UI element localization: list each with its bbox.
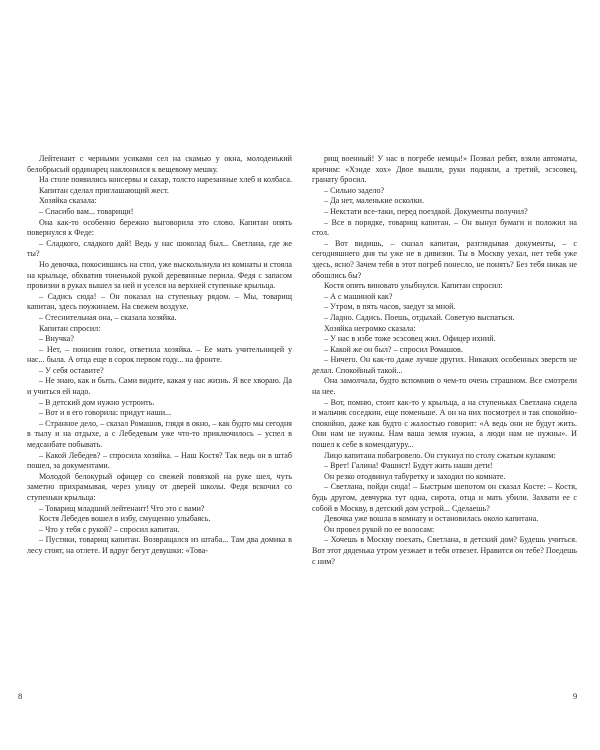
paragraph: – Пустяки, товарищ капитан. Возвращался из штаба... Там два домика в лесу стоят, на отлете. И вдруг бегут девушки: «Това-: [27, 535, 292, 555]
paragraph: – Нет, – понизив голос, ответила хозяйка. – Ее мать учительницей у нас... была. А отца еще в сорок первом году... на фронте.: [27, 344, 292, 365]
paragraph: Он провел рукой по ее волосам:: [324, 524, 435, 534]
paragraph: – А с машиной как?: [324, 291, 393, 301]
paragraph: Капитан сделал приглашающий жест.: [39, 185, 169, 195]
paragraph: – В детский дом нужно устроить.: [39, 397, 155, 407]
paragraph: Лицо капитана побагровело. Он стукнул по столу сжатым кулаком:: [324, 450, 556, 460]
paragraph: – Врет! Галина! Фашист! Будут жить наши дети!: [324, 461, 493, 471]
paragraph: Она замолчала, будто вспомнив о чем-то очень страшном. Все смотрели на нее.: [312, 376, 577, 397]
paragraph: – Что у тебя с рукой? – спросил капитан.: [39, 524, 180, 534]
paragraph: Она как-то особенно бережно выговорила это слово. Капитан опять повернулся к Феде:: [27, 217, 292, 238]
paragraph: – Вот, помню, стоит как-то у крыльца, а на ступеньках Светлана сидела и мальчик соседкин, еще поменьше. А он на них посмотрел и так спокойно-спокойно, даже как будто с жалостью говорит: «А ведь они не будут жить. Они нам не нужны. Нам ваша земля нужна, а люди нам не нужны». И пошел к себе в комендатуру...: [312, 397, 577, 450]
paragraph: – Стеснительная она, – сказала хозяйка.: [39, 312, 177, 322]
paragraph: – Какой Лебедев? – спросила хозяйка. – Наш Костя? Так ведь он в штаб пошел, за документами.: [27, 450, 292, 471]
paragraph: Капитан спросил:: [39, 323, 101, 333]
paragraph: – Странное дело, – сказал Ромашов, глядя в окно, – как будто мы сегодня в тылу и на отдыхе, а с Лебедевым уже что-то приключилось – успел в медсанбате побывать.: [27, 418, 292, 450]
paragraph: Хозяйка негромко сказала:: [324, 323, 416, 333]
paragraph: – Не знаю, как и быть. Сами видите, какая у нас жизнь. Я все хвораю. Да и учиться ей надо.: [27, 376, 292, 397]
paragraph: – Сладкого, сладкого дай! Ведь у нас шоколад был... Светлана, где же ты?: [27, 238, 292, 259]
paragraph: – Ладно. Садись. Поешь, отдыхай. Советую выспаться.: [324, 312, 515, 322]
page-number-left: 8: [18, 691, 23, 701]
paragraph: – Все в порядке, товарищ капитан. – Он вынул бумаги и положил на стол.: [312, 217, 577, 238]
paragraph: – Светлана, пойди сюда! – Быстрым шепотом он сказал Косте: – Костя, будь другом, девчурка тут одна, сирота, отца и мать убили. Захвати ее с собой в Москву, в детский дом устрой... Сделаешь?: [312, 482, 577, 513]
paragraph: Но девочка, покосившись на стол, уже выскользнула из комнаты и стояла на крыльце, обхватив тоненькой рукой деревянные перила. Федя с запасом провизии в руках вышел за ней и уселся на верхней ступеньке крыльца.: [27, 259, 292, 291]
paragraph: На столе появились консервы и сахар, толсто нарезанные хлеб и колбаса.: [39, 175, 292, 185]
page-number-right: 9: [573, 691, 578, 701]
paragraph: – Ничего. Он как-то даже лучше других. Никаких особенных зверств не делал. Спокойный такой...: [312, 355, 577, 375]
paragraph: Хозяйка сказала:: [39, 196, 97, 206]
paragraph: – У нас в избе тоже эсэсовец жил. Офицер ихний.: [324, 334, 496, 344]
paragraph: Девочка уже вошла в комнату и остановилась около капитана.: [324, 514, 539, 524]
paragraph: – Некстати все-таки, перед поездкой. Документы получил?: [324, 206, 528, 216]
paragraph: Он резко отодвинул табуретку и заходил по комнате.: [324, 471, 506, 481]
right-text-column: [312, 154, 577, 567]
right-page: [300, 0, 600, 750]
paragraph: – У себя оставите?: [39, 365, 104, 375]
paragraph: Молодой белокурый офицер со свежей повязкой на руке шел, чуть заметно прихрамывая, через улицу от дверей школы. Федя вскочил со ступеньки крыльца:: [27, 471, 292, 502]
paragraph: Костя Лебедев вошел в избу, смущенно улыбаясь.: [39, 514, 211, 524]
paragraph: – Вот и я его говорила: придут наши...: [39, 408, 172, 418]
paragraph: – Спасибо вам... товарищи!: [39, 206, 134, 216]
paragraph: рищ военный! У нас в погребе немцы!» Позвал ребят, взяли автоматы, кричим: «Хэнде хох» Двое вышли, руки подняли, а третий, эсэсовец, гранату бросил.: [312, 154, 577, 185]
paragraph: – Внучка?: [39, 334, 74, 344]
paragraph: Лейтенант с черными усиками сел на скамью у окна, молоденький белобрысый ординарец наклонился к вещевому мешку.: [27, 154, 292, 174]
paragraph: – Вот видишь, – сказал капитан, разглядывая документы, – с сегодняшнего дня ты уже не в дивизии. Ты в Москву уехал, нет тебя уже здесь, ясно? Зачем тебя в этот погреб понесло, не понять? Без тебя никак не обошлись бы?: [312, 238, 577, 280]
paragraph: – Какой же он был? – спросил Ромашов.: [324, 344, 463, 354]
paragraph: – Да нет, маленькие осколки.: [324, 196, 424, 206]
paragraph: – Утром, в пять часов, заедут за мной.: [324, 302, 456, 312]
paragraph: Костя опять виновато улыбнулся. Капитан спросил:: [324, 281, 503, 291]
paragraph: – Хочешь в Москву поехать, Светлана, в детский дом? Будешь учиться. Вот этот дяденька утром уезжает и тебя отвезет. Нравится он тебе? Поедешь с ним?: [312, 535, 577, 566]
left-text-column: [27, 154, 292, 557]
paragraph: – Сильно задело?: [324, 185, 385, 195]
paragraph: – Садись сюда! – Он показал на ступеньку рядом. – Мы, товарищ капитан, здесь поужинаем. На свежем воздухе.: [27, 291, 292, 312]
paragraph: – Товарищ младший лейтенант! Что это с вами?: [39, 503, 205, 513]
